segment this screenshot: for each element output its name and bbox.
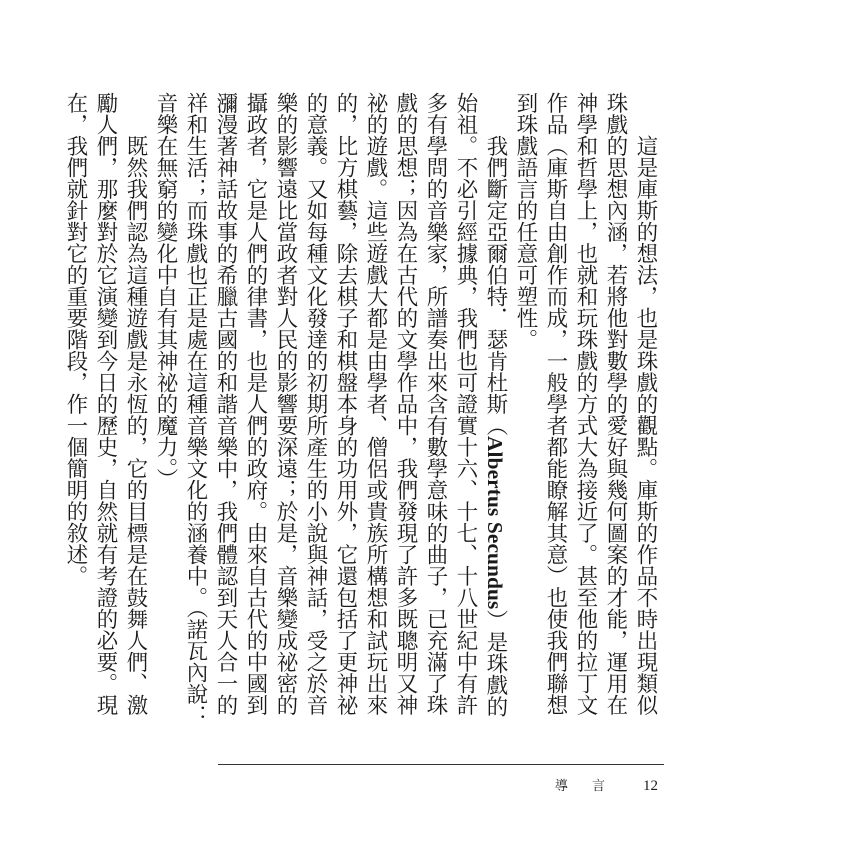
paragraph-3 xyxy=(60,92,150,732)
page-footer xyxy=(555,775,658,795)
body-text xyxy=(63,92,660,732)
paragraph-2-text-b: ）是珠戲的始祖。不必引經據典，我們也可證實十六、十七、十八世紀中有許多有學問的音樂家，所譜奏出來含有數學意味的曲子，已充滿了珠戲的思想；因為在古代的文學作品中，我們發現了許多既聰明又神祕的遊戲。這些遊戲大都是由學者、僧侶或貴族所構想和試玩出來的，比方棋藝，除去棋子和棋盤本身的功用外，它還包括了更神祕的意義。又如每種文化發達的初期所產生的小說與神話，受之於音樂的影響遠比當政者對人民的影響要深遠；於是，音樂變成祕密的攝政者，它是人們的律書，也是人們的政府。由來自古代的中國到瀰漫著神話故事的希臘古國的和諧音樂中，我們體認到天人合一的祥和生活；而珠戲也正是處在這種音樂文化的涵養中。（諾瓦內說：音樂在無窮的變化中自有其神祕的魔力。） xyxy=(153,92,508,727)
paragraph-3-text: 既然我們認為這種遊戲是永恆的，它的目標是在鼓舞人們、激勵人們，那麼對於它演變到今日的歷史，自然就有考證的必要。現在，我們就針對它的重要階段，作一個簡明的敘述。 xyxy=(63,92,148,716)
latin-name: Albertus Secundus xyxy=(483,435,507,610)
paragraph-2 xyxy=(150,92,510,732)
paragraph-1-text: 這是庫斯的想法，也是珠戲的觀點。庫斯的作品不時出現類似珠戲的思想內涵，若將他對數學的愛好與幾何圖案的才能，運用在神學和哲學上，也就和玩珠戲的方式大為接近了。甚至他的拉丁文作品（庫斯自由創作而成，一般學者都能瞭解其意）也使我們聯想到珠戲語言的任意可塑性。 xyxy=(513,92,658,716)
running-head: 導 言 xyxy=(554,779,615,794)
footer-divider xyxy=(218,764,664,765)
paragraph-2-text-a: 我們斷定亞爾伯特．瑟肯杜斯（ xyxy=(483,134,508,436)
paragraph-1 xyxy=(510,92,660,732)
page-number: 12 xyxy=(643,778,658,794)
